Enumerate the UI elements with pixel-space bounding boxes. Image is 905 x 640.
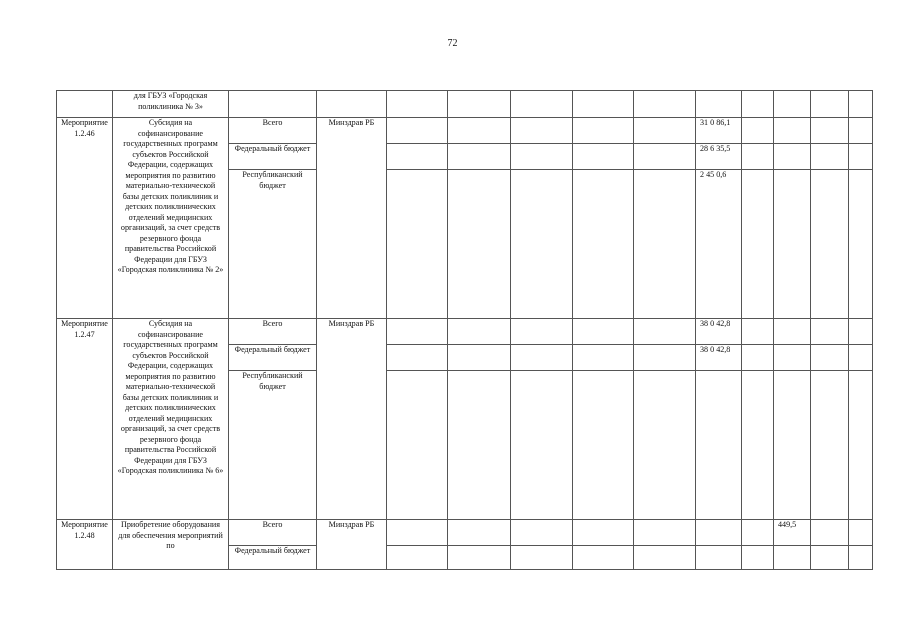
table-row: [57, 520, 873, 546]
funding-source: Федеральный бюджет: [229, 144, 317, 170]
funding-value: 38 0 42,8: [696, 345, 742, 371]
funding-value: [696, 371, 742, 520]
funding-value: 28 6 35,5: [696, 144, 742, 170]
measure-description: Приобретение оборудования для обеспечения мероприятий по: [113, 520, 229, 570]
budget-table: [56, 90, 873, 570]
funding-value-2: 449,5: [774, 520, 811, 546]
funding-source: Всего: [229, 520, 317, 546]
table-row: [57, 319, 873, 345]
funding-value: 2 45 0,6: [696, 170, 742, 319]
table-row: [57, 118, 873, 144]
funding-value: 31 0 86,1: [696, 118, 742, 144]
funding-source: Республиканский бюджет: [229, 371, 317, 520]
measure-code: Мероприятие 1.2.46: [57, 118, 113, 319]
funding-value-2: [774, 546, 811, 570]
measure-description: Субсидия на софинансирование государственных программ субъектов Российской Федерации, содержащих мероприятия по развитию материально-технической базы детских поликлиник и детских поликлинических отделений медицинских организаций, за счет средств резервного фонда правительства Российской Федерации для ГБУЗ «Городская поликлиника № 2»: [113, 118, 229, 319]
measure-executor: Минздрав РБ: [317, 118, 387, 319]
measure-code: Мероприятие 1.2.48: [57, 520, 113, 570]
funding-value: 38 0 42,8: [696, 319, 742, 345]
measure-code: Мероприятие 1.2.47: [57, 319, 113, 520]
funding-value: [696, 520, 742, 546]
funding-source: Республиканский бюджет: [229, 170, 317, 319]
continuation-row: [57, 91, 873, 118]
funding-source: Федеральный бюджет: [229, 546, 317, 570]
measure-executor: Минздрав РБ: [317, 319, 387, 520]
funding-source: Всего: [229, 118, 317, 144]
page-number: 72: [447, 38, 458, 49]
funding-source: Всего: [229, 319, 317, 345]
measure-executor: Минздрав РБ: [317, 520, 387, 570]
continuation-description: для ГБУЗ «Городская поликлиника № 3»: [113, 91, 229, 118]
funding-source: Федеральный бюджет: [229, 345, 317, 371]
measure-description: Субсидия на софинансирование государственных программ субъектов Российской Федерации, содержащих мероприятия по развитию материально-технической базы детских поликлиник и детских поликлинических отделений медицинских организаций, за счет средств резервного фонда правительства Российской Федерации для ГБУЗ «Городская поликлиника № 6»: [113, 319, 229, 520]
funding-value: [696, 546, 742, 570]
